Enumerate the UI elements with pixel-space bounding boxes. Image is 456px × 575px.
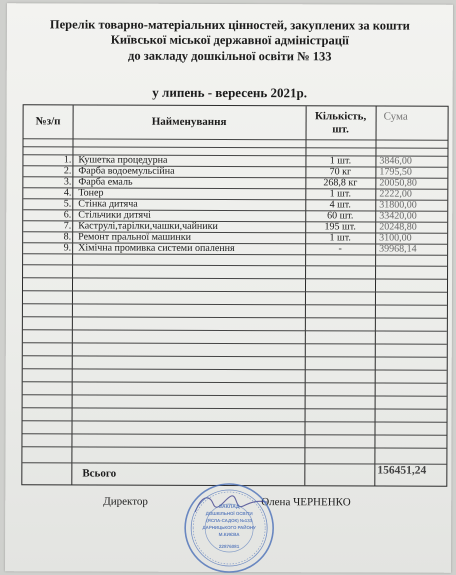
row-divider bbox=[22, 446, 446, 448]
stamp-line-1: ЗАКЛАД bbox=[218, 503, 240, 511]
row-name: Фарба водоемульсійна bbox=[78, 165, 175, 177]
row-quantity: 195 шт. bbox=[324, 221, 356, 233]
document-page bbox=[5, 3, 453, 573]
stamp-line-6: 22876081 bbox=[218, 543, 240, 550]
stamp-line-2: ДОШКІЛЬНОЇ ОСВІТИ bbox=[205, 510, 253, 517]
row-sum: 2222,00 bbox=[379, 188, 412, 200]
row-divider bbox=[22, 433, 446, 435]
row-divider bbox=[23, 407, 447, 409]
row-divider bbox=[23, 394, 447, 396]
row-number: 4. bbox=[63, 187, 72, 199]
row-name: Кушетка процедурна bbox=[78, 154, 168, 166]
row-divider bbox=[23, 277, 447, 279]
row-divider bbox=[23, 381, 447, 383]
row-name: Стінка дитяча bbox=[78, 198, 138, 210]
row-quantity: 1 шт. bbox=[329, 155, 352, 167]
row-number: 7. bbox=[63, 220, 72, 232]
column-header-name: Найменування bbox=[151, 115, 227, 128]
official-stamp bbox=[183, 482, 275, 574]
row-name: Фарба емаль bbox=[78, 176, 133, 188]
column-header-qty-line1: Кількість, bbox=[314, 110, 367, 123]
row-name: Ремонт пральної машинки bbox=[78, 231, 191, 243]
row-quantity: 4 шт. bbox=[329, 199, 351, 211]
row-number: 1. bbox=[63, 154, 72, 166]
row-divider bbox=[23, 329, 447, 331]
row-divider bbox=[23, 290, 447, 292]
goods-table bbox=[21, 104, 448, 486]
row-sum: 33420,00 bbox=[379, 210, 417, 222]
row-quantity: 1 шт. bbox=[329, 188, 352, 200]
row-quantity: 1 шт. bbox=[329, 232, 351, 244]
document-title-line-3: до закладу дошкільної освіти № 133 bbox=[128, 48, 332, 64]
row-divider bbox=[24, 138, 448, 140]
stamp-line-4: ДАРНИЦЬКОГО РАЙОНУ bbox=[202, 524, 256, 531]
signature-role: Директор bbox=[103, 495, 148, 508]
total-sum: 156451,24 bbox=[377, 464, 427, 477]
row-quantity: 268,8 кг bbox=[323, 177, 358, 189]
column-header-sum: Сума bbox=[383, 110, 408, 123]
row-sum: 1795,50 bbox=[379, 166, 412, 178]
row-divider bbox=[23, 342, 447, 344]
row-sum: 39968,14 bbox=[379, 243, 417, 255]
row-divider bbox=[23, 316, 447, 318]
row-name: Каструлі,тарілки,чашки,чайники bbox=[78, 220, 218, 232]
row-sum: 20248,80 bbox=[379, 221, 417, 233]
row-name: Стільчики дитячі bbox=[78, 209, 151, 221]
row-name: Хімічна промивка системи опалення bbox=[78, 242, 235, 255]
row-divider bbox=[23, 368, 447, 370]
document-title-line-2: Київської міської державної адміністрації bbox=[110, 32, 349, 48]
row-number: 3. bbox=[63, 176, 72, 188]
document-title-line-1: Перелік товарно-матеріальних цінностей, закуплених за кошти bbox=[49, 17, 410, 33]
stamp-line-5: М.КИЄВА bbox=[218, 531, 240, 538]
row-quantity: 60 шт. bbox=[327, 210, 354, 222]
row-number: 6. bbox=[63, 209, 72, 221]
row-sum: 20050,80 bbox=[379, 177, 417, 189]
column-header-qty bbox=[306, 110, 376, 136]
row-number: 8. bbox=[63, 231, 72, 243]
row-name: Тонер bbox=[78, 187, 104, 199]
row-quantity: - bbox=[338, 243, 342, 255]
row-sum: 31800,00 bbox=[379, 199, 417, 211]
row-number: 2. bbox=[63, 165, 72, 177]
row-number: 9. bbox=[63, 242, 72, 254]
row-number: 5. bbox=[63, 198, 72, 210]
signature-name: Олена ЧЕРНЕНКО bbox=[261, 496, 351, 509]
row-divider bbox=[23, 303, 447, 305]
stamp-line-3: (ЯСЛА-САДОК) №133 bbox=[206, 517, 253, 524]
total-label: Всього bbox=[82, 467, 117, 480]
row-quantity: 70 кг bbox=[329, 166, 352, 178]
row-divider bbox=[23, 355, 447, 357]
row-divider bbox=[23, 264, 447, 266]
row-divider bbox=[23, 146, 447, 148]
row-sum: 3100,00 bbox=[379, 232, 412, 244]
report-period: у липень - вересень 2021р. bbox=[152, 84, 308, 101]
row-sum: 3846,00 bbox=[379, 155, 412, 167]
table-row bbox=[23, 242, 447, 254]
row-divider bbox=[23, 420, 447, 422]
column-header-num: №з/п bbox=[35, 115, 61, 128]
column-header-qty-line2: шт. bbox=[332, 123, 349, 136]
